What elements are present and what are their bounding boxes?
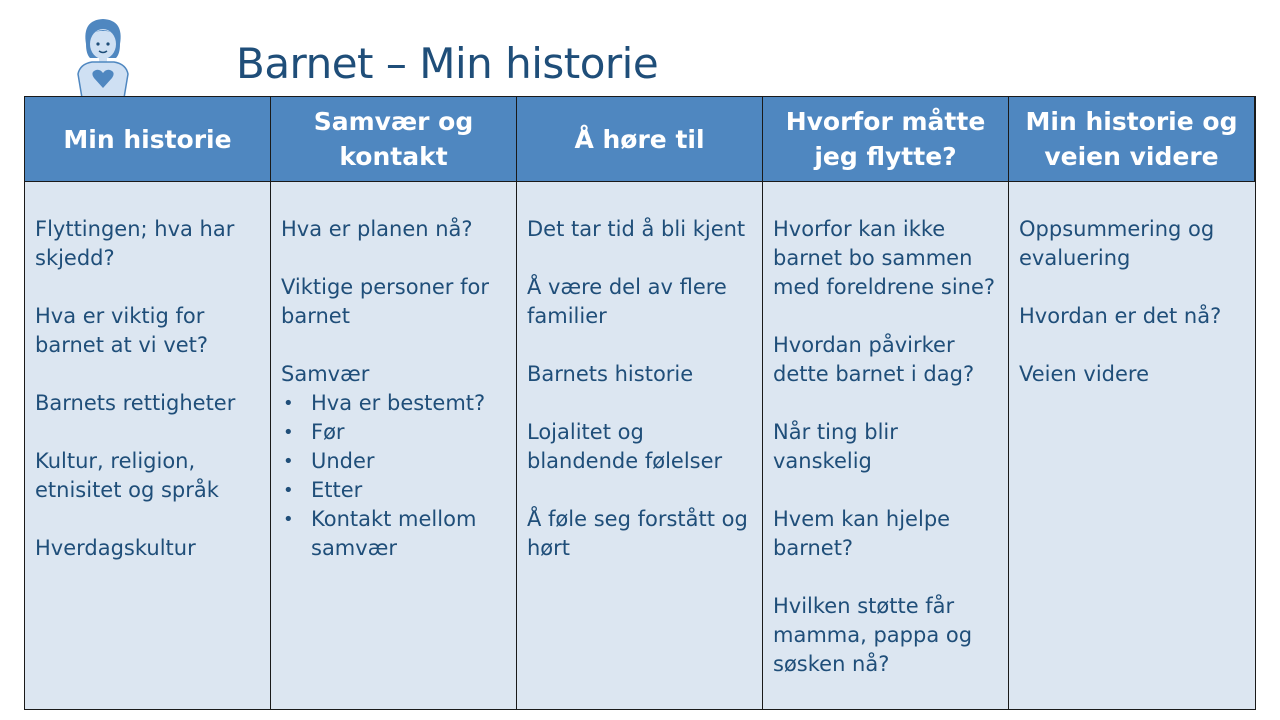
column-header-hore-til: Å høre til [517,97,763,182]
column-header-veien-videre: Min historie og veien videre [1009,97,1255,182]
column-cell-veien-videre [1009,182,1255,709]
list-item: Hvordan påvirker dette barnet i dag? [773,333,975,386]
bullet-item: • Hva er bestemt? [281,389,508,418]
topic-table [24,96,1256,710]
column-cell-min-historie [25,182,271,709]
list-item: Kultur, religion, etnisitet og språk [35,449,219,502]
list-item: Når ting blir vanskelig [773,420,898,473]
list-item: Å føle seg forstått og hørt [527,507,748,560]
list-item: Barnets rettigheter [35,391,236,415]
bullet-item: • Under [281,447,508,476]
page-title: Barnet – Min historie [236,39,659,88]
list-item: Flyttingen; hva har skjedd? [35,217,235,270]
bullet-item: • Kontakt mellom samvær [281,505,508,563]
list-item: Det tar tid å bli kjent [527,217,746,241]
column-header-min-historie: Min historie [25,97,271,182]
list-item: Hvem kan hjelpe barnet? [773,507,951,560]
list-item: Hvilken støtte får mamma, pappa og søsken nå? [773,594,973,676]
list-item: Viktige personer for barnet [281,275,489,328]
column-header-samvaer: Samvær og kontakt [271,97,517,182]
list-item: Oppsummering og evaluering [1019,217,1215,270]
column-cell-hore-til [517,182,763,709]
child-heart-icon [70,14,136,98]
list-item: Å være del av flere familier [527,275,727,328]
column-cell-samvaer [271,182,517,709]
list-item: Hva er viktig for barnet at vi vet? [35,304,209,357]
list-item: Samvær [281,362,370,386]
list-item: Hverdagskultur [35,536,196,560]
list-item: Lojalitet og blandende følelser [527,420,723,473]
bullet-list [281,389,508,563]
list-item: Hvorfor kan ikke barnet bo sammen med foreldrene sine? [773,217,996,299]
list-item: Veien videre [1019,362,1149,386]
bullet-item: • Etter [281,476,508,505]
column-header-hvorfor-flytte: Hvorfor måtte jeg flytte? [763,97,1009,182]
list-item: Hvordan er det nå? [1019,304,1222,328]
list-item: Barnets historie [527,362,694,386]
column-cell-hvorfor-flytte [763,182,1009,709]
bullet-item: • Før [281,418,508,447]
list-item: Hva er planen nå? [281,217,473,241]
